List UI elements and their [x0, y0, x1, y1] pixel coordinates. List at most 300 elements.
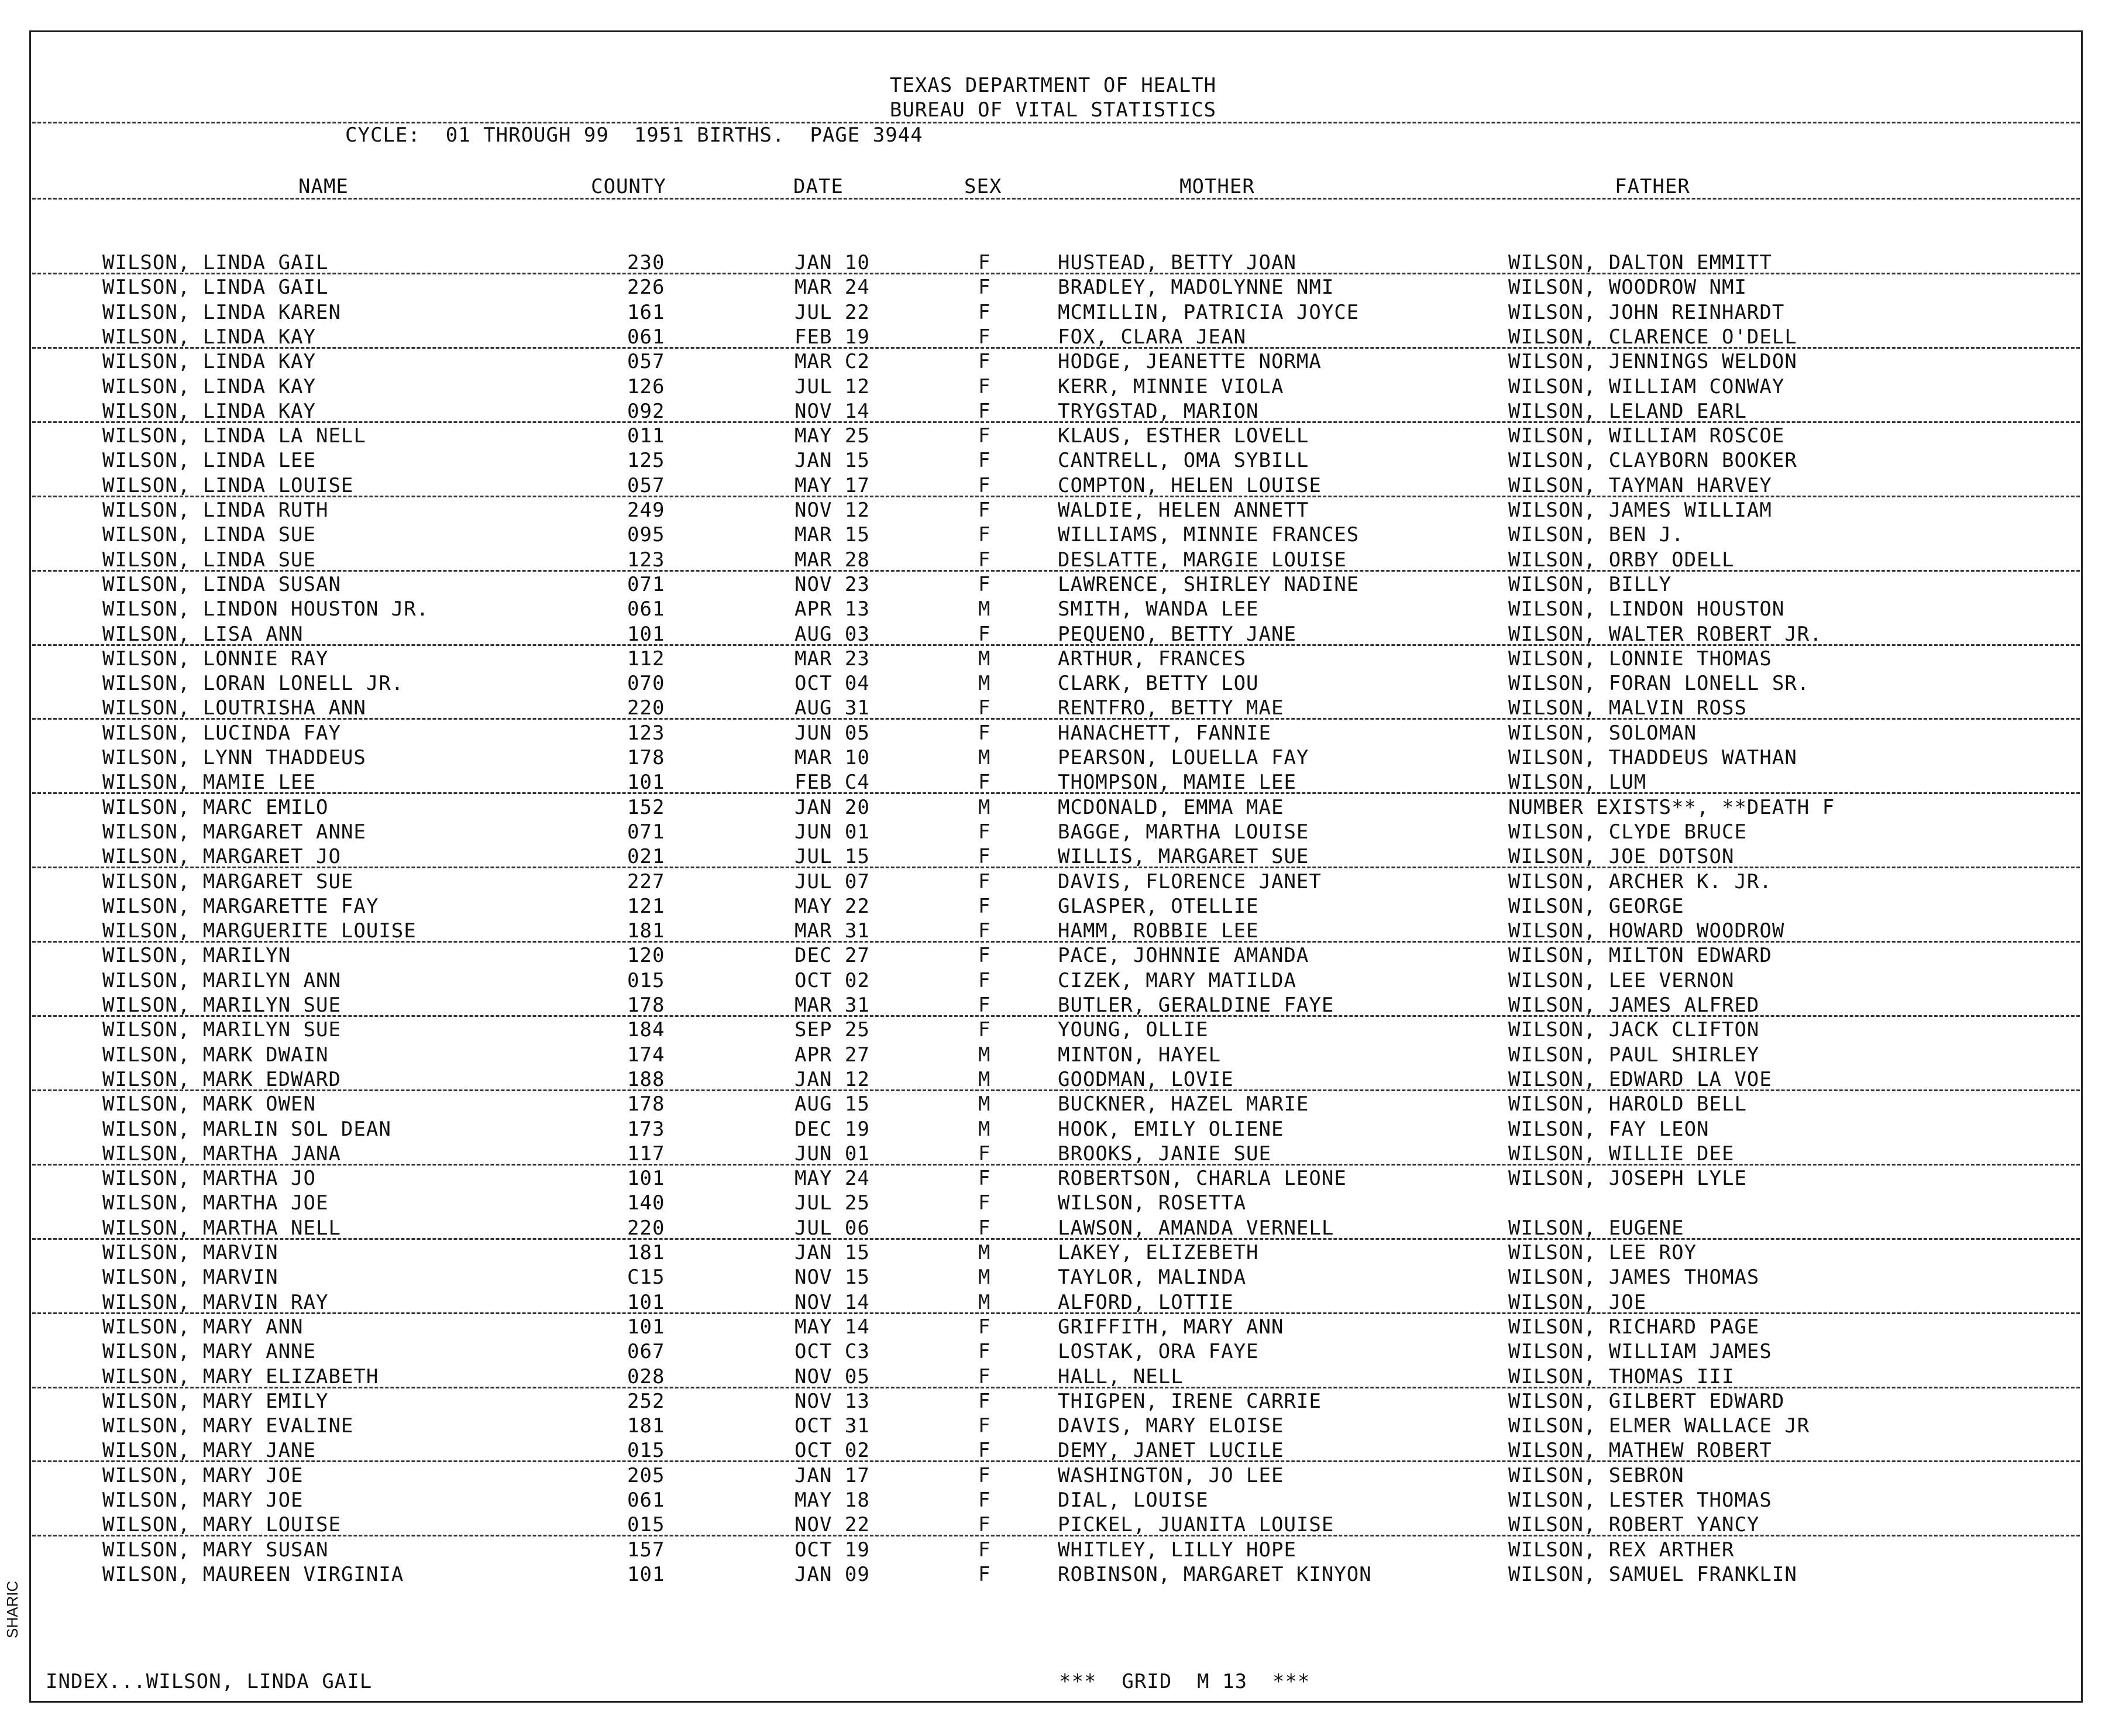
record-father: WILSON, REX ARTHER — [1508, 1538, 1735, 1562]
row-rule — [32, 347, 2080, 349]
record-father: WILSON, LESTER THOMAS — [1508, 1489, 1772, 1512]
record-sex: F — [978, 548, 991, 572]
record-mother: DESLATTE, MARGIE LOUISE — [1058, 548, 1347, 572]
record-sex: F — [978, 1142, 991, 1166]
record-name: WILSON, MARY EMILY — [102, 1390, 329, 1413]
record-father: WILSON, JOE DOTSON — [1508, 845, 1735, 868]
record-father: WILSON, LUM — [1508, 771, 1647, 794]
row-rule — [32, 1535, 2080, 1536]
record-date: MAR C2 — [794, 350, 870, 373]
record-sex: F — [978, 375, 991, 398]
record-county: 121 — [627, 895, 665, 918]
record-name: WILSON, MARVIN — [102, 1266, 278, 1289]
record-county: 015 — [627, 969, 665, 992]
record-father: WILSON, THOMAS III — [1508, 1365, 1735, 1388]
record-sex: F — [978, 623, 991, 646]
record-father: WILSON, FORAN LONELL SR. — [1508, 672, 1810, 695]
record-father: WILSON, DALTON EMMITT — [1508, 251, 1772, 274]
row-rule — [32, 718, 2080, 720]
record-name: WILSON, LOUTRISHA ANN — [102, 696, 366, 720]
record-county: 015 — [627, 1439, 665, 1462]
record-county: 181 — [627, 919, 665, 943]
record-county: 173 — [627, 1118, 665, 1141]
record-date: JAN 10 — [794, 251, 870, 274]
record-sex: M — [978, 647, 991, 671]
record-mother: MINTON, HAYEL — [1058, 1043, 1222, 1067]
record-mother: LOSTAK, ORA FAYE — [1058, 1340, 1259, 1363]
record-sex: F — [978, 424, 991, 448]
record-father: WILSON, MATHEW ROBERT — [1508, 1439, 1772, 1462]
record-mother: MCMILLIN, PATRICIA JOYCE — [1058, 301, 1360, 324]
record-county: 057 — [627, 474, 665, 497]
record-date: JUN 01 — [794, 820, 870, 844]
row-rule — [32, 1089, 2080, 1091]
record-mother: BROOKS, JANIE SUE — [1058, 1142, 1271, 1166]
record-father: WILSON, RICHARD PAGE — [1508, 1315, 1760, 1339]
record-mother: WALDIE, HELEN ANNETT — [1058, 499, 1309, 522]
record-mother: CLARK, BETTY LOU — [1058, 672, 1259, 695]
record-father: WILSON, GEORGE — [1508, 895, 1684, 918]
record-name: WILSON, MARY JOE — [102, 1489, 304, 1512]
record-date: FEB C4 — [794, 771, 870, 794]
col-name-header: NAME — [298, 175, 349, 198]
record-father: WILSON, HOWARD WOODROW — [1508, 919, 1785, 943]
record-name: WILSON, LINDA RUTH — [102, 499, 329, 522]
record-father: WILSON, JOSEPH LYLE — [1508, 1167, 1747, 1190]
record-date: NOV 05 — [794, 1365, 870, 1388]
record-sex: M — [978, 796, 991, 819]
record-father: WILSON, WILLIE DEE — [1508, 1142, 1735, 1166]
record-mother: DAVIS, FLORENCE JANET — [1058, 870, 1322, 893]
record-date: AUG 31 — [794, 696, 870, 720]
record-name: WILSON, LINDA SUE — [102, 548, 316, 572]
record-date: DEC 27 — [794, 944, 870, 967]
record-mother: PACE, JOHNNIE AMANDA — [1058, 944, 1309, 967]
record-mother: RENTFRO, BETTY MAE — [1058, 696, 1284, 720]
record-father: WILSON, JENNINGS WELDON — [1508, 350, 1797, 373]
record-sex: F — [978, 1489, 991, 1512]
record-name: WILSON, MARLIN SOL DEAN — [102, 1118, 391, 1141]
record-sex: F — [978, 944, 991, 967]
record-mother: GRIFFITH, MARY ANN — [1058, 1315, 1284, 1339]
record-county: 161 — [627, 301, 665, 324]
grid-label: *** GRID M 13 *** — [1059, 1670, 1311, 1693]
record-county: 184 — [627, 1018, 665, 1041]
record-father: WILSON, ROBERT YANCY — [1508, 1513, 1760, 1536]
record-mother: HOOK, EMILY OLIENE — [1058, 1118, 1284, 1141]
record-mother: HANACHETT, FANNIE — [1058, 721, 1271, 745]
record-mother: COMPTON, HELEN LOUISE — [1058, 474, 1322, 497]
record-sex: M — [978, 1266, 991, 1289]
record-name: WILSON, LINDA KAY — [102, 375, 316, 398]
record-date: JUN 05 — [794, 721, 870, 745]
record-father: WILSON, HAROLD BELL — [1508, 1092, 1747, 1116]
record-county: 112 — [627, 647, 665, 671]
record-date: MAY 17 — [794, 474, 870, 497]
record-date: NOV 14 — [794, 400, 870, 423]
record-sex: F — [978, 1018, 991, 1041]
col-sex-header: SEX — [964, 175, 1002, 198]
record-sex: F — [978, 1315, 991, 1339]
row-rule — [32, 570, 2080, 572]
record-father: WILSON, JAMES ALFRED — [1508, 994, 1760, 1017]
record-county: 028 — [627, 1365, 665, 1388]
record-sex: F — [978, 1390, 991, 1413]
cycle-line: CYCLE: 01 THROUGH 99 1951 BIRTHS. PAGE 3944 — [345, 123, 923, 147]
record-name: WILSON, MARGUERITE LOUISE — [102, 919, 417, 943]
column-header-rule — [32, 198, 2080, 200]
record-mother: ROBINSON, MARGARET KINYON — [1058, 1563, 1372, 1586]
record-sex: F — [978, 325, 991, 349]
record-sex: F — [978, 1563, 991, 1586]
index-label: INDEX...WILSON, LINDA GAIL — [46, 1670, 373, 1693]
record-county: 252 — [627, 1390, 665, 1413]
record-date: JUL 12 — [794, 375, 870, 398]
record-date: APR 27 — [794, 1043, 870, 1067]
record-county: 188 — [627, 1068, 665, 1091]
record-county: 220 — [627, 1216, 665, 1240]
record-father: WILSON, JAMES WILLIAM — [1508, 499, 1772, 522]
record-county: 061 — [627, 597, 665, 621]
record-date: OCT 19 — [794, 1538, 870, 1562]
record-date: APR 13 — [794, 597, 870, 621]
record-mother: HUSTEAD, BETTY JOAN — [1058, 251, 1296, 274]
record-date: MAY 14 — [794, 1315, 870, 1339]
record-mother: BUCKNER, HAZEL MARIE — [1058, 1092, 1309, 1116]
record-father: WILSON, WOODROW NMI — [1508, 276, 1747, 299]
col-mother-header: MOTHER — [1179, 175, 1255, 198]
header-rule — [32, 122, 2080, 123]
row-rule — [32, 1015, 2080, 1017]
record-county: 123 — [627, 548, 665, 572]
record-county: 178 — [627, 746, 665, 769]
record-name: WILSON, MARILYN — [102, 944, 291, 967]
row-rule — [32, 1238, 2080, 1240]
record-date: MAY 25 — [794, 424, 870, 448]
record-mother: CIZEK, MARY MATILDA — [1058, 969, 1296, 992]
record-county: 220 — [627, 696, 665, 720]
record-county: 181 — [627, 1414, 665, 1438]
record-father: WILSON, SAMUEL FRANKLIN — [1508, 1563, 1797, 1586]
record-name: WILSON, LUCINDA FAY — [102, 721, 341, 745]
record-father: WILSON, MALVIN ROSS — [1508, 696, 1747, 720]
record-county: 101 — [627, 1315, 665, 1339]
record-father: WILSON, BEN J. — [1508, 523, 1684, 546]
record-name: WILSON, MARTHA NELL — [102, 1216, 341, 1240]
record-father: WILSON, SOLOMAN — [1508, 721, 1697, 745]
record-name: WILSON, MARY ELIZABETH — [102, 1365, 379, 1388]
record-name: WILSON, MARTHA JOE — [102, 1191, 329, 1215]
record-name: WILSON, LYNN THADDEUS — [102, 746, 366, 769]
record-date: NOV 22 — [794, 1513, 870, 1536]
record-name: WILSON, LINDA KAREN — [102, 301, 341, 324]
record-father: WILSON, LONNIE THOMAS — [1508, 647, 1772, 671]
record-date: MAR 31 — [794, 994, 870, 1017]
record-mother: ALFORD, LOTTIE — [1058, 1291, 1234, 1314]
record-mother: MCDONALD, EMMA MAE — [1058, 796, 1284, 819]
record-sex: F — [978, 919, 991, 943]
record-date: JUL 22 — [794, 301, 870, 324]
record-sex: M — [978, 1118, 991, 1141]
record-name: WILSON, LINDA GAIL — [102, 276, 329, 299]
record-county: 123 — [627, 721, 665, 745]
record-name: WILSON, MARY LOUISE — [102, 1513, 341, 1536]
record-mother: GLASPER, OTELLIE — [1058, 895, 1259, 918]
record-date: MAY 18 — [794, 1489, 870, 1512]
record-sex: F — [978, 474, 991, 497]
record-father: WILSON, JACK CLIFTON — [1508, 1018, 1760, 1041]
record-mother: SMITH, WANDA LEE — [1058, 597, 1259, 621]
record-sex: M — [978, 597, 991, 621]
record-name: WILSON, LONNIE RAY — [102, 647, 329, 671]
record-sex: F — [978, 721, 991, 745]
record-county: 057 — [627, 350, 665, 373]
record-county: 092 — [627, 400, 665, 423]
record-date: NOV 23 — [794, 573, 870, 596]
record-father: WILSON, CLAYBORN BOOKER — [1508, 449, 1797, 472]
row-rule — [32, 421, 2080, 423]
record-county: 101 — [627, 771, 665, 794]
record-father: WILSON, GILBERT EDWARD — [1508, 1390, 1785, 1413]
record-father: WILSON, EUGENE — [1508, 1216, 1684, 1240]
record-date: JAN 15 — [794, 449, 870, 472]
record-date: JAN 12 — [794, 1068, 870, 1091]
record-name: WILSON, MARVIN — [102, 1241, 278, 1264]
record-sex: M — [978, 1092, 991, 1116]
record-name: WILSON, MARK OWEN — [102, 1092, 316, 1116]
record-father: WILSON, LELAND EARL — [1508, 400, 1747, 423]
record-date: JUL 06 — [794, 1216, 870, 1240]
record-name: WILSON, MARK DWAIN — [102, 1043, 329, 1067]
record-county: 126 — [627, 375, 665, 398]
record-date: MAR 31 — [794, 919, 870, 943]
record-sex: F — [978, 1365, 991, 1388]
record-mother: KLAUS, ESTHER LOVELL — [1058, 424, 1309, 448]
record-name: WILSON, MARILYN SUE — [102, 994, 341, 1017]
record-father: WILSON, JOE — [1508, 1291, 1647, 1314]
record-sex: F — [978, 895, 991, 918]
record-sex: F — [978, 276, 991, 299]
record-mother: CANTRELL, OMA SYBILL — [1058, 449, 1309, 472]
record-date: NOV 12 — [794, 499, 870, 522]
record-name: WILSON, LINDA SUE — [102, 523, 316, 546]
record-county: 157 — [627, 1538, 665, 1562]
record-date: MAR 28 — [794, 548, 870, 572]
record-date: MAR 15 — [794, 523, 870, 546]
record-date: JAN 20 — [794, 796, 870, 819]
record-name: WILSON, LINDA KAY — [102, 400, 316, 423]
record-mother: PEARSON, LOUELLA FAY — [1058, 746, 1309, 769]
record-sex: F — [978, 400, 991, 423]
record-sex: M — [978, 1068, 991, 1091]
record-mother: THIGPEN, IRENE CARRIE — [1058, 1390, 1322, 1413]
record-father: WILSON, ELMER WALLACE JR — [1508, 1414, 1810, 1438]
record-mother: WILSON, ROSETTA — [1058, 1191, 1247, 1215]
record-date: JUL 07 — [794, 870, 870, 893]
record-name: WILSON, MARILYN SUE — [102, 1018, 341, 1041]
record-name: WILSON, LINDA LA NELL — [102, 424, 366, 448]
record-father: WILSON, TAYMAN HARVEY — [1508, 474, 1772, 497]
row-rule — [32, 941, 2080, 943]
row-rule — [32, 792, 2080, 794]
record-mother: TRYGSTAD, MARION — [1058, 400, 1259, 423]
record-mother: BAGGE, MARTHA LOUISE — [1058, 820, 1309, 844]
record-sex: F — [978, 969, 991, 992]
record-name: WILSON, LINDA GAIL — [102, 251, 329, 274]
record-sex: F — [978, 1191, 991, 1215]
record-county: 015 — [627, 1513, 665, 1536]
record-mother: PEQUENO, BETTY JANE — [1058, 623, 1296, 646]
record-mother: LAWSON, AMANDA VERNELL — [1058, 1216, 1334, 1240]
record-sex: M — [978, 1291, 991, 1314]
record-mother: DAVIS, MARY ELOISE — [1058, 1414, 1284, 1438]
record-name: WILSON, MARK EDWARD — [102, 1068, 341, 1091]
record-date: NOV 14 — [794, 1291, 870, 1314]
record-mother: YOUNG, OLLIE — [1058, 1018, 1209, 1041]
row-rule — [32, 1387, 2080, 1388]
record-father: WILSON, SEBRON — [1508, 1464, 1684, 1487]
record-father: WILSON, BILLY — [1508, 573, 1672, 596]
record-father: WILSON, LEE VERNON — [1508, 969, 1735, 992]
record-sex: F — [978, 870, 991, 893]
record-father: WILSON, ORBY ODELL — [1508, 548, 1735, 572]
record-date: OCT 02 — [794, 969, 870, 992]
record-name: WILSON, LORAN LONELL JR. — [102, 672, 404, 695]
record-date: MAR 24 — [794, 276, 870, 299]
record-date: JUN 01 — [794, 1142, 870, 1166]
record-mother: WHITLEY, LILLY HOPE — [1058, 1538, 1296, 1562]
record-father: NUMBER EXISTS**, **DEATH F — [1508, 796, 1835, 819]
record-sex: F — [978, 1513, 991, 1536]
record-county: 227 — [627, 870, 665, 893]
record-mother: TAYLOR, MALINDA — [1058, 1266, 1247, 1289]
record-sex: F — [978, 994, 991, 1017]
record-county: 101 — [627, 1291, 665, 1314]
record-mother: HODGE, JEANETTE NORMA — [1058, 350, 1322, 373]
record-sex: F — [978, 350, 991, 373]
record-date: SEP 25 — [794, 1018, 870, 1041]
record-father: WILSON, CLYDE BRUCE — [1508, 820, 1747, 844]
col-county-header: COUNTY — [591, 175, 666, 198]
record-father: WILSON, JAMES THOMAS — [1508, 1266, 1760, 1289]
record-father: WILSON, CLARENCE O'DELL — [1508, 325, 1797, 349]
record-name: WILSON, LINDON HOUSTON JR. — [102, 597, 429, 621]
record-sex: F — [978, 1439, 991, 1462]
record-sex: M — [978, 672, 991, 695]
record-county: 174 — [627, 1043, 665, 1067]
record-date: JAN 15 — [794, 1241, 870, 1264]
row-rule — [32, 867, 2080, 868]
record-mother: BUTLER, GERALDINE FAYE — [1058, 994, 1334, 1017]
record-father: WILSON, WALTER ROBERT JR. — [1508, 623, 1822, 646]
record-name: WILSON, MAUREEN VIRGINIA — [102, 1563, 404, 1586]
record-sex: F — [978, 845, 991, 868]
record-mother: ROBERTSON, CHARLA LEONE — [1058, 1167, 1347, 1190]
record-mother: WILLIAMS, MINNIE FRANCES — [1058, 523, 1360, 546]
record-name: WILSON, MARILYN ANN — [102, 969, 341, 992]
record-date: AUG 15 — [794, 1092, 870, 1116]
record-mother: GOODMAN, LOVIE — [1058, 1068, 1234, 1091]
record-sex: F — [978, 820, 991, 844]
record-mother: ARTHUR, FRANCES — [1058, 647, 1247, 671]
record-county: 061 — [627, 325, 665, 349]
record-county: 178 — [627, 1092, 665, 1116]
record-date: MAR 10 — [794, 746, 870, 769]
record-date: MAY 22 — [794, 895, 870, 918]
record-name: WILSON, MARTHA JANA — [102, 1142, 341, 1166]
col-father-header: FATHER — [1615, 175, 1690, 198]
record-county: 249 — [627, 499, 665, 522]
record-date: FEB 19 — [794, 325, 870, 349]
record-sex: F — [978, 251, 991, 274]
record-county: 226 — [627, 276, 665, 299]
record-date: JUL 25 — [794, 1191, 870, 1215]
record-date: JAN 09 — [794, 1563, 870, 1586]
header-title: TEXAS DEPARTMENT OF HEALTH — [889, 74, 1217, 97]
record-name: WILSON, MARY SUSAN — [102, 1538, 329, 1562]
row-rule — [32, 1460, 2080, 1462]
record-date: AUG 03 — [794, 623, 870, 646]
record-mother: HAMM, ROBBIE LEE — [1058, 919, 1259, 943]
record-father: WILSON, MILTON EDWARD — [1508, 944, 1772, 967]
row-rule — [32, 496, 2080, 497]
record-date: MAY 24 — [794, 1167, 870, 1190]
record-sex: F — [978, 696, 991, 720]
row-rule — [32, 644, 2080, 646]
record-sex: F — [978, 1167, 991, 1190]
header-subtitle: BUREAU OF VITAL STATISTICS — [889, 98, 1217, 122]
record-date: DEC 19 — [794, 1118, 870, 1141]
record-county: 067 — [627, 1340, 665, 1363]
record-mother: PICKEL, JUANITA LOUISE — [1058, 1513, 1334, 1536]
record-name: WILSON, MARY ANNE — [102, 1340, 316, 1363]
record-name: WILSON, LINDA SUSAN — [102, 573, 341, 596]
record-date: OCT 31 — [794, 1414, 870, 1438]
record-name: WILSON, MARY ANN — [102, 1315, 304, 1339]
record-county: 230 — [627, 251, 665, 274]
record-name: WILSON, LINDA LOUISE — [102, 474, 354, 497]
record-father: WILSON, WILLIAM CONWAY — [1508, 375, 1785, 398]
record-name: WILSON, LINDA LEE — [102, 449, 316, 472]
record-father: WILSON, ARCHER K. JR. — [1508, 870, 1772, 893]
record-name: WILSON, MARVIN RAY — [102, 1291, 329, 1314]
record-county: 101 — [627, 1167, 665, 1190]
record-mother: WILLIS, MARGARET SUE — [1058, 845, 1309, 868]
record-county: 117 — [627, 1142, 665, 1166]
record-sex: F — [978, 301, 991, 324]
record-county: 125 — [627, 449, 665, 472]
record-sex: M — [978, 1241, 991, 1264]
record-father: WILSON, WILLIAM ROSCOE — [1508, 424, 1785, 448]
record-county: 152 — [627, 796, 665, 819]
record-county: 071 — [627, 820, 665, 844]
record-county: 021 — [627, 845, 665, 868]
record-father: WILSON, PAUL SHIRLEY — [1508, 1043, 1760, 1067]
record-date: JUL 15 — [794, 845, 870, 868]
record-name: WILSON, LISA ANN — [102, 623, 304, 646]
side-label: SHARIC — [4, 1580, 21, 1638]
row-rule — [32, 273, 2080, 274]
record-name: WILSON, MARY JANE — [102, 1439, 316, 1462]
record-sex: F — [978, 1340, 991, 1363]
record-county: 061 — [627, 1489, 665, 1512]
record-county: C15 — [627, 1266, 665, 1289]
record-mother: LAWRENCE, SHIRLEY NADINE — [1058, 573, 1360, 596]
record-mother: FOX, CLARA JEAN — [1058, 325, 1247, 349]
record-county: 101 — [627, 1563, 665, 1586]
record-mother: KERR, MINNIE VIOLA — [1058, 375, 1284, 398]
record-sex: F — [978, 573, 991, 596]
